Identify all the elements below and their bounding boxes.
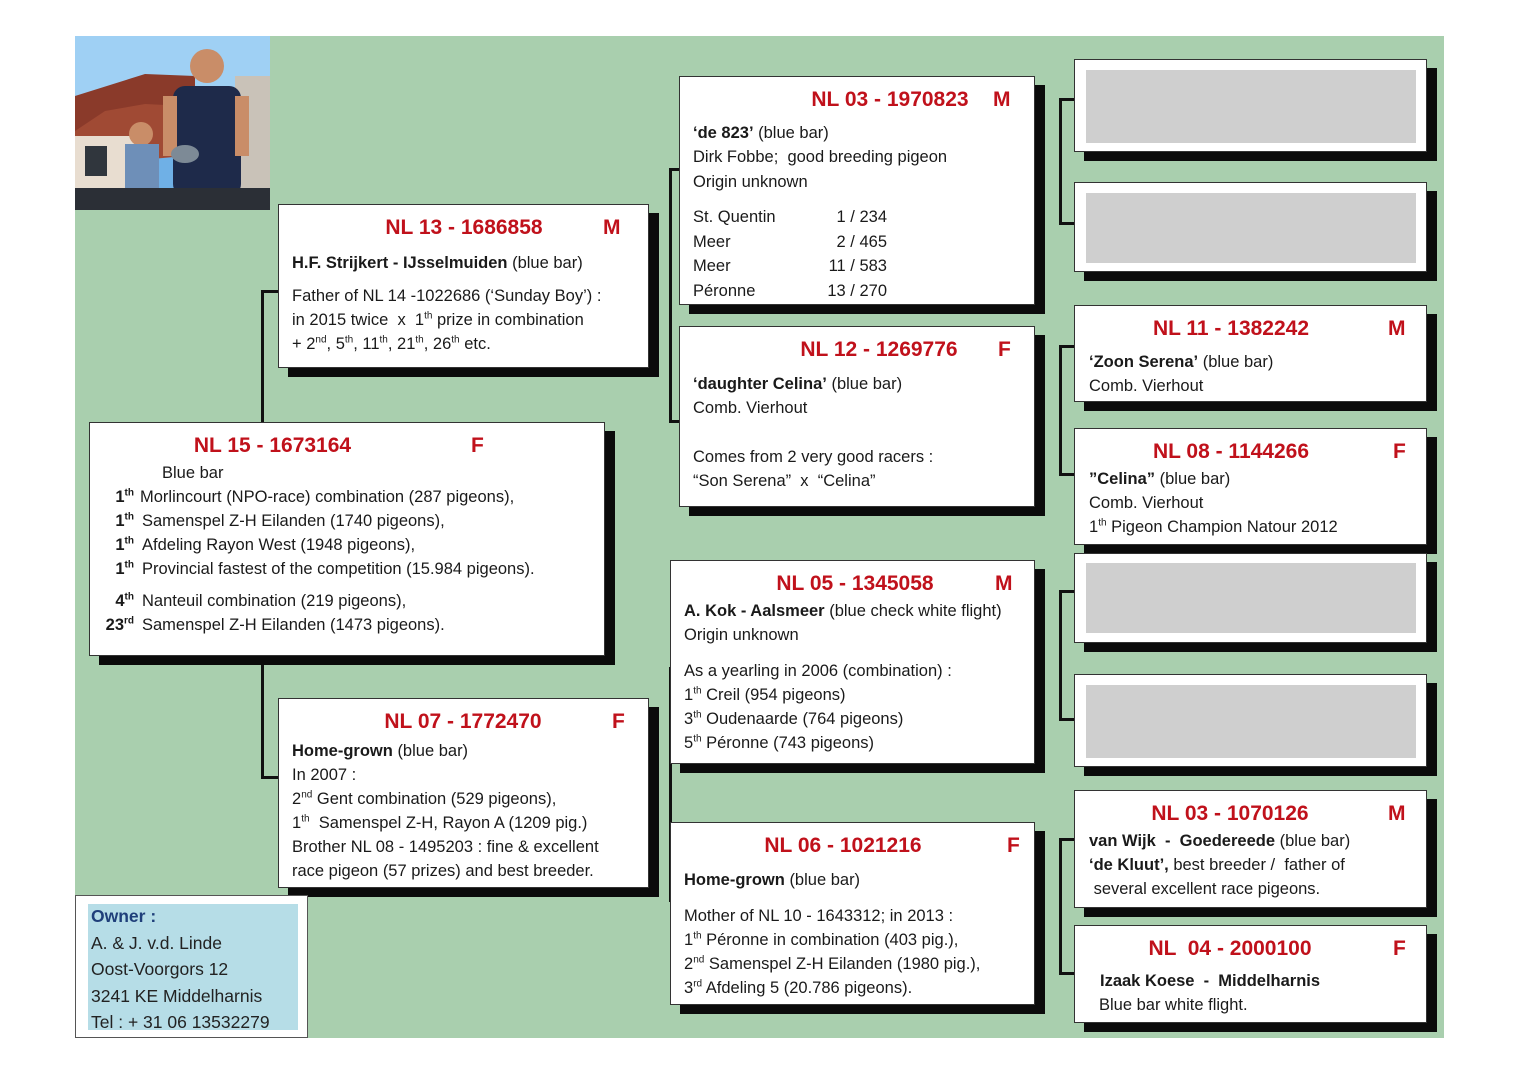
- description-line: Comb. Vierhout: [1089, 377, 1204, 395]
- result-line: 1th: [115, 535, 134, 554]
- ring-number: NL 07 - 1772470: [384, 710, 542, 733]
- result-line: 1th: [115, 559, 134, 578]
- result-line: 1th Pigeon Champion Natour 2012: [1089, 517, 1338, 536]
- ring-number: NL 06 - 1021216: [764, 834, 922, 857]
- empty-ancestor-card: [1074, 182, 1427, 272]
- empty-ancestor-card: [1074, 59, 1427, 152]
- sex-label: M: [995, 572, 1013, 595]
- result-line: 23rd: [105, 615, 134, 634]
- description-line: Brother NL 08 - 1495203 : fine & excellent: [292, 838, 599, 856]
- empty-placeholder: [1086, 563, 1416, 633]
- description-line: 1th Samenspel Z-H, Rayon A (1209 pig.): [292, 813, 588, 832]
- sire-sire-card: [679, 76, 1035, 305]
- breeder-line: van Wijk - Goedereede (blue bar): [1089, 832, 1351, 850]
- empty-ancestor-card: [1074, 553, 1427, 643]
- owner-photo: [75, 36, 270, 210]
- name-line: ‘daughter Celina’ (blue bar): [693, 375, 903, 393]
- description-line: In 2007 :: [292, 766, 357, 784]
- connector-line: [1059, 838, 1062, 974]
- race-row: Péronne 13 / 270: [693, 281, 887, 300]
- connector-line: [1059, 345, 1062, 475]
- owner-name: A. & J. v.d. Linde: [91, 933, 222, 953]
- sex-label: M: [603, 216, 621, 239]
- result-text: Provincial fastest of the competition (15.984 pigeons).: [142, 560, 535, 578]
- connector-line: [1059, 718, 1075, 721]
- race-row: St. Quentin 1 / 234: [693, 208, 887, 226]
- sex-label: F: [1393, 937, 1406, 960]
- result-text: Afdeling Rayon West (1948 pigeons),: [142, 536, 416, 554]
- description-line: Dirk Fobbe; good breeding pigeon: [693, 148, 948, 166]
- result-line: 2nd Samenspel Z-H Eilanden (1980 pig.),: [684, 954, 981, 973]
- description-line: Comb. Vierhout: [693, 399, 808, 417]
- dam-dam-dam-card: [1074, 925, 1427, 1023]
- description-line: Mother of NL 10 - 1643312; in 2013 :: [684, 907, 954, 925]
- empty-ancestor-card: [1074, 674, 1427, 767]
- sire-card: [278, 204, 649, 368]
- sire-dam-card: [679, 326, 1035, 507]
- result-line: 1th Creil (954 pigeons): [684, 685, 846, 704]
- breeder-line: Izaak Koese - Middelharnis: [1100, 972, 1321, 990]
- breeder-line: A. Kok - Aalsmeer (blue check white flight): [684, 602, 1002, 620]
- ring-number: NL 05 - 1345058: [776, 572, 934, 595]
- description-line: “Son Serena” x “Celina”: [693, 472, 876, 490]
- sex-label: M: [1388, 802, 1406, 825]
- empty-placeholder: [1086, 70, 1416, 143]
- sex-label: F: [612, 710, 625, 733]
- connector-line: [261, 290, 279, 293]
- ring-number: NL 08 - 1144266: [1152, 440, 1310, 463]
- sex-label: M: [1388, 317, 1406, 340]
- connector-line: [1059, 838, 1075, 841]
- breeder-line: Home-grown (blue bar): [684, 871, 861, 889]
- race-row: Meer 2 / 465: [693, 232, 887, 251]
- result-text: Nanteuil combination (219 pigeons),: [142, 592, 407, 610]
- sex-label: F: [1007, 834, 1020, 857]
- result-line: 4th: [115, 591, 134, 610]
- connector-line: [1059, 222, 1075, 225]
- dam-sire-card: [670, 560, 1035, 764]
- owner-box: [75, 895, 308, 1038]
- connector-line: [1059, 98, 1062, 224]
- description-line: As a yearling in 2006 (combination) :: [684, 662, 952, 680]
- result-text: Samenspel Z-H Eilanden (1473 pigeons).: [142, 616, 445, 634]
- sex-label: F: [471, 434, 484, 457]
- ring-number: NL 03 - 1970823: [811, 88, 969, 111]
- name-line: ”Celina” (blue bar): [1089, 470, 1231, 488]
- result-line: 1th Péronne in combination (403 pig.),: [684, 930, 959, 949]
- result-line: 3th Oudenaarde (764 pigeons): [684, 709, 904, 728]
- description-line: Origin unknown: [684, 626, 799, 644]
- description-line: ‘de Kluut’, best breeder / father of: [1089, 856, 1345, 874]
- empty-placeholder: [1086, 193, 1416, 263]
- owner-street: Oost-Voorgors 12: [91, 959, 229, 979]
- description-line: 2nd Gent combination (529 pigeons),: [292, 789, 557, 808]
- owner-city: 3241 KE Middelharnis: [91, 986, 263, 1006]
- connector-line: [1059, 590, 1062, 720]
- ring-number: NL 03 - 1070126: [1151, 802, 1309, 825]
- description-line: Comb. Vierhout: [1089, 494, 1204, 512]
- description-line: + 2nd, 5th, 11th, 21th, 26th etc.: [292, 334, 491, 353]
- race-row: Meer 11 / 583: [693, 257, 887, 275]
- connector-line: [261, 776, 279, 779]
- ring-number: NL 15 - 1673164: [193, 434, 352, 457]
- ring-number: NL 12 - 1269776: [800, 338, 958, 361]
- ring-number: NL 13 - 1686858: [385, 216, 543, 239]
- connector-line: [1059, 972, 1075, 975]
- ring-number: NL 04 - 2000100: [1148, 937, 1312, 960]
- result-text: Morlincourt (NPO-race) combination (287 pigeons),: [140, 488, 515, 506]
- connector-line: [1059, 473, 1075, 476]
- sex-label: F: [998, 338, 1011, 361]
- description-line: Comes from 2 very good racers :: [693, 448, 934, 466]
- sire-dam-sire-card: [1074, 305, 1427, 402]
- owner-phone: Tel : + 31 06 13532279: [91, 1012, 270, 1032]
- sire-dam-dam-card: [1074, 428, 1427, 545]
- description-line: several excellent race pigeons.: [1089, 880, 1321, 898]
- result-line: 1th: [115, 487, 134, 506]
- color-label: Blue bar: [162, 464, 224, 482]
- result-line: 3rd Afdeling 5 (20.786 pigeons).: [684, 978, 913, 997]
- name-line: ‘de 823’ (blue bar): [693, 124, 829, 142]
- owner-label: Owner :: [91, 906, 157, 926]
- dam-dam-sire-card: [1074, 790, 1427, 908]
- sex-label: M: [993, 88, 1011, 111]
- breeder-line: H.F. Strijkert - IJsselmuiden (blue bar): [292, 254, 583, 272]
- result-text: Samenspel Z-H Eilanden (1740 pigeons),: [142, 512, 445, 530]
- empty-placeholder: [1086, 685, 1416, 758]
- result-line: 5th Péronne (743 pigeons): [684, 733, 874, 752]
- connector-line: [669, 168, 672, 422]
- description-line: Origin unknown: [693, 173, 808, 191]
- description-line: race pigeon (57 prizes) and best breeder.: [292, 862, 594, 880]
- connector-line: [1059, 590, 1075, 593]
- description-line: Father of NL 14 -1022686 (‘Sunday Boy’) :: [292, 287, 602, 305]
- description-line: Blue bar white flight.: [1099, 996, 1248, 1014]
- ring-number: NL 11 - 1382242: [1152, 317, 1310, 340]
- result-line: 1th: [115, 511, 134, 530]
- description-line: in 2015 twice x 1th prize in combination: [292, 310, 584, 329]
- dam-dam-card: [670, 822, 1035, 1005]
- breeder-line: Home-grown (blue bar): [292, 742, 469, 760]
- dam-card: [278, 698, 649, 888]
- main-pigeon-card: [89, 422, 605, 656]
- race-results-table: [693, 205, 1023, 303]
- name-line: ‘Zoon Serena’ (blue bar): [1089, 353, 1274, 371]
- sex-label: F: [1393, 440, 1406, 463]
